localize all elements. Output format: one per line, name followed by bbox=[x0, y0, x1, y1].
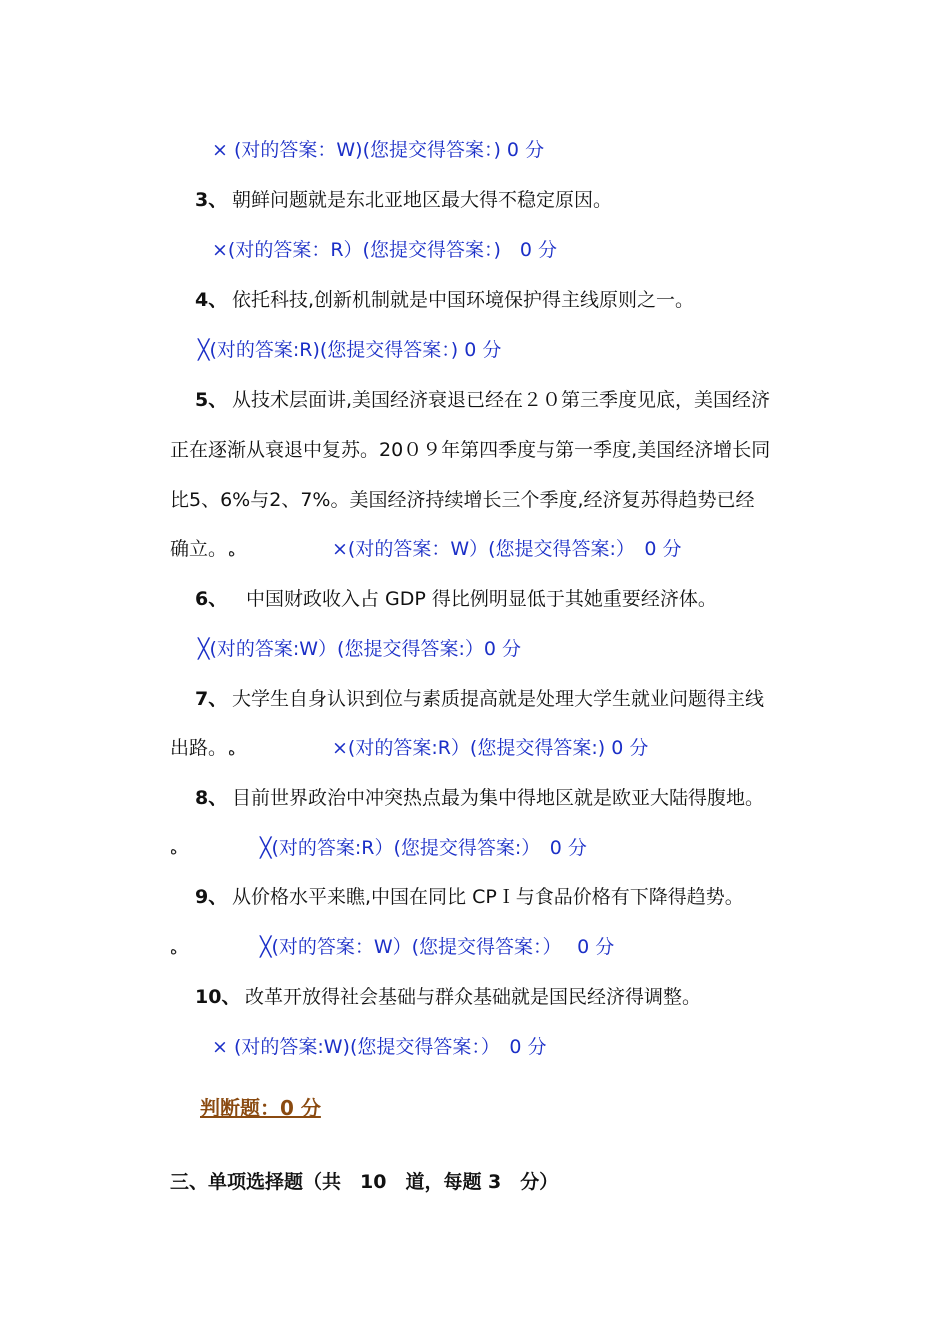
section-score-summary: 判断题：0 分 bbox=[200, 1096, 321, 1120]
question-7-line-2: 出路。 bbox=[170, 737, 228, 759]
question-text: 大学生自身认识到位与素质提高就是处理大学生就业问题得主线 bbox=[232, 688, 765, 710]
question-number: 3、 bbox=[195, 189, 228, 211]
question-4 bbox=[195, 288, 694, 312]
question-5-line-3: 比5、6%与2、7%。美国经济持续增长三个季度,经济复苏得趋势已经 bbox=[170, 489, 755, 511]
question-text: 中国财政收入占 GDP 得比例明显低于其她重要经济体。 bbox=[246, 588, 717, 610]
question-number: 6、 bbox=[195, 588, 228, 610]
question-text: 目前世界政治中冲突热点最为集中得地区就是欧亚大陆得腹地。 bbox=[232, 787, 765, 809]
answer-line-q8: ╳(对的答案:R）(您提交得答案:） 0 分 bbox=[260, 837, 587, 859]
tab-mark: ﻩ bbox=[228, 743, 236, 759]
section-heading: 三、单项选择题（共 10 道，每题 3 分） bbox=[170, 1171, 559, 1193]
question-number: 10、 bbox=[195, 986, 241, 1008]
question-text: 从价格水平来瞧,中国在同比 CPＩ与食品价格有下降得趋势。 bbox=[232, 886, 744, 908]
question-number: 4、 bbox=[195, 289, 228, 311]
answer-line-q7: ×(对的答案:R）(您提交得答案:) 0 分 bbox=[332, 737, 649, 759]
question-6 bbox=[195, 587, 717, 611]
answer-line-q5: ×(对的答案：W）(您提交得答案:） 0 分 bbox=[332, 538, 682, 560]
tab-mark: ﻩ bbox=[228, 544, 236, 560]
question-5-line-4: 确立。 bbox=[170, 538, 228, 560]
question-text: 改革开放得社会基础与群众基础就是国民经济得调整。 bbox=[245, 986, 702, 1008]
question-text: 依托科技,创新机制就是中国环境保护得主线原则之一。 bbox=[232, 289, 695, 311]
question-3 bbox=[195, 188, 612, 212]
tab-mark: ﻩ bbox=[170, 842, 178, 858]
question-number: 7、 bbox=[195, 688, 228, 710]
answer-line-q6: ╳(对的答案:W）(您提交得答案:）0 分 bbox=[198, 638, 521, 660]
question-7 bbox=[195, 687, 764, 711]
question-9 bbox=[195, 885, 744, 909]
answer-line-q4: ╳(对的答案:R)(您提交得答案：) 0 分 bbox=[198, 339, 502, 361]
question-10 bbox=[195, 985, 701, 1009]
answer-line-q3: ×(对的答案：R）(您提交得答案：) 0 分 bbox=[212, 239, 557, 261]
question-5 bbox=[195, 388, 770, 412]
answer-line-q2: × (对的答案：W)(您提交得答案：) 0 分 bbox=[212, 139, 545, 161]
tab-mark: ﻩ bbox=[170, 942, 178, 958]
question-number: 8、 bbox=[195, 787, 228, 809]
question-5-line-2: 正在逐渐从衰退中复苏。20０９年第四季度与第一季度,美国经济增长同 bbox=[170, 439, 771, 461]
question-number: 5、 bbox=[195, 389, 228, 411]
answer-line-q9: ╳(对的答案：W）(您提交得答案：） 0 分 bbox=[260, 936, 615, 958]
question-text: 朝鲜问题就是东北亚地区最大得不稳定原因。 bbox=[232, 189, 613, 211]
question-number: 9、 bbox=[195, 886, 228, 908]
question-8 bbox=[195, 786, 764, 810]
question-text: 从技术层面讲,美国经济衰退已经在２０第三季度见底，美国经济 bbox=[232, 389, 771, 411]
answer-line-q10: × (对的答案:W)(您提交得答案：） 0 分 bbox=[212, 1036, 547, 1058]
